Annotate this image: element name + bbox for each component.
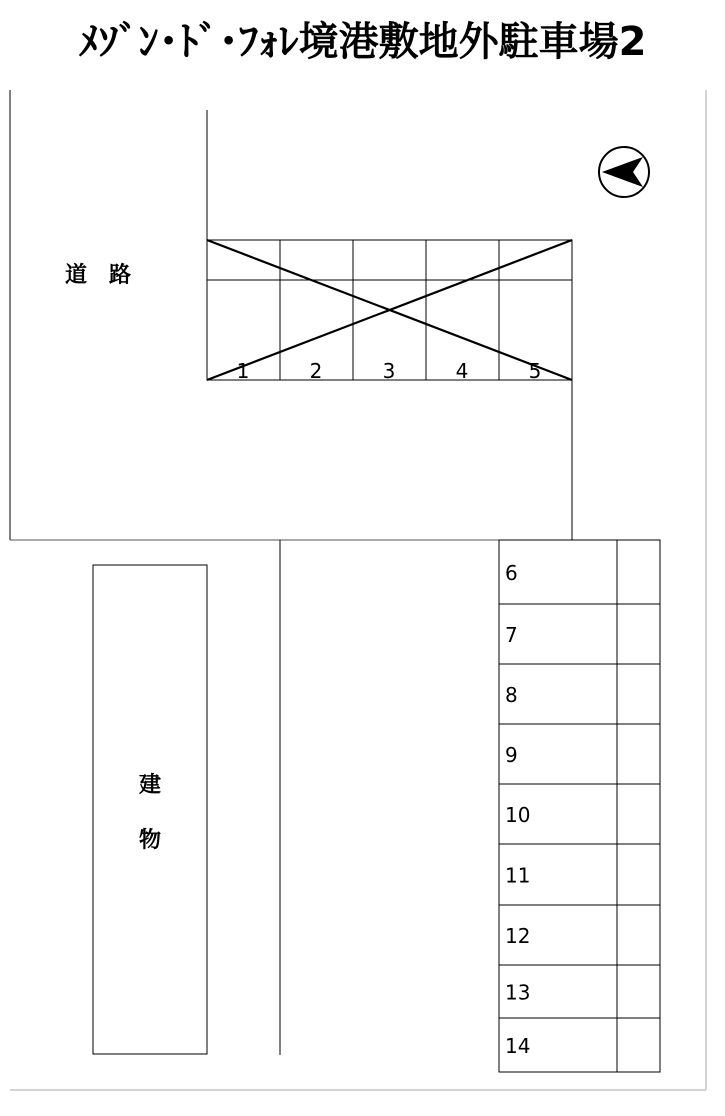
- building-label-2: 物: [138, 828, 162, 853]
- right-space-labels: [505, 561, 530, 1058]
- parking-space-label: 14: [505, 1034, 531, 1058]
- parking-space-label: 11: [505, 863, 531, 888]
- parking-space-label: 10: [505, 803, 531, 827]
- parking-space-label: 7: [505, 623, 518, 647]
- building-label-1: 建: [138, 773, 162, 798]
- parking-space-label: 2: [309, 359, 323, 383]
- road-label: 道 路: [64, 263, 132, 288]
- parking-space-label: 5: [528, 359, 542, 383]
- building: [93, 565, 207, 1054]
- north-arrow-icon: [599, 147, 649, 197]
- parking-space-label: 12: [505, 924, 531, 948]
- parking-space-label: 1: [236, 359, 250, 383]
- parking-space-label: 8: [505, 683, 518, 707]
- lot-outline: [10, 90, 572, 1055]
- parking-space-label: 6: [505, 561, 518, 585]
- parking-space-label: 9: [505, 743, 518, 767]
- top-space-labels: [237, 359, 542, 383]
- parking-space-label: 3: [382, 359, 396, 383]
- parking-space-label: 4: [455, 359, 469, 383]
- parking-space-label: 13: [505, 980, 531, 1005]
- page-title: ﾒｿﾞﾝ･ﾄﾞ･ﾌｫﾚ境港敷地外駐車場2: [78, 19, 647, 65]
